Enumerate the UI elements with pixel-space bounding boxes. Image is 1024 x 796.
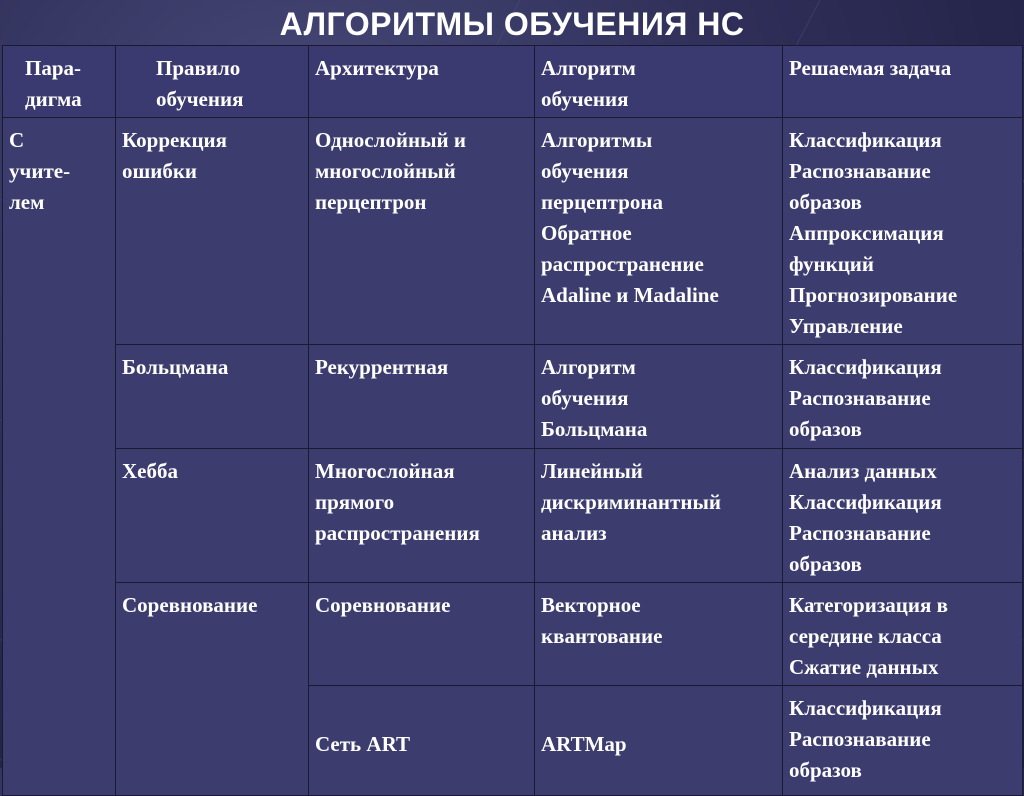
table-row xyxy=(3,583,1023,686)
architecture-cell: Однослойный и многослойный перцептрон xyxy=(309,118,535,345)
table-header-row xyxy=(3,46,1023,118)
architecture-cell: Соревнование xyxy=(309,583,535,686)
task-cell: Категоризация в середине класса Сжатие данных xyxy=(783,583,1023,686)
algorithm-cell: Линейный дискриминантный анализ xyxy=(535,449,783,583)
header-task: Решаемая задача xyxy=(783,46,1023,118)
algorithm-cell: Векторное квантование xyxy=(535,583,783,686)
rule-cell: Больцмана xyxy=(116,345,309,449)
algorithm-cell: ARTMap xyxy=(535,686,783,796)
table-row xyxy=(3,345,1023,449)
architecture-cell: Многослойная прямого распространения xyxy=(309,449,535,583)
rule-cell: Соревнование xyxy=(116,583,309,796)
table-row xyxy=(3,449,1023,583)
algorithms-table xyxy=(2,45,1023,796)
header-architecture: Архитектура xyxy=(309,46,535,118)
table-row xyxy=(3,118,1023,345)
header-rule: Правило обучения xyxy=(116,46,309,118)
task-cell: Анализ данных Классификация Распознавание образов xyxy=(783,449,1023,583)
task-cell: Классификация Распознавание образов xyxy=(783,345,1023,449)
algorithm-cell: Алгоритмы обучения перцептрона Обратное распространение Adaline и Madaline xyxy=(535,118,783,345)
rule-cell: Коррекция ошибки xyxy=(116,118,309,345)
algorithm-cell: Алгоритм обучения Больцмана xyxy=(535,345,783,449)
header-paradigm: Пара- дигма xyxy=(3,46,116,118)
page-title: АЛГОРИТМЫ ОБУЧЕНИЯ НС xyxy=(279,6,745,42)
task-cell: Классификация Распознавание образов Аппроксимация функций Прогнозирование Управление xyxy=(783,118,1023,345)
paradigm-cell: С учите- лем xyxy=(3,118,116,796)
architecture-cell: Сеть ART xyxy=(309,686,535,796)
header-algorithm: Алгоритм обучения xyxy=(535,46,783,118)
architecture-cell: Рекуррентная xyxy=(309,345,535,449)
task-cell: Классификация Распознавание образов xyxy=(783,686,1023,796)
rule-cell: Хебба xyxy=(116,449,309,583)
